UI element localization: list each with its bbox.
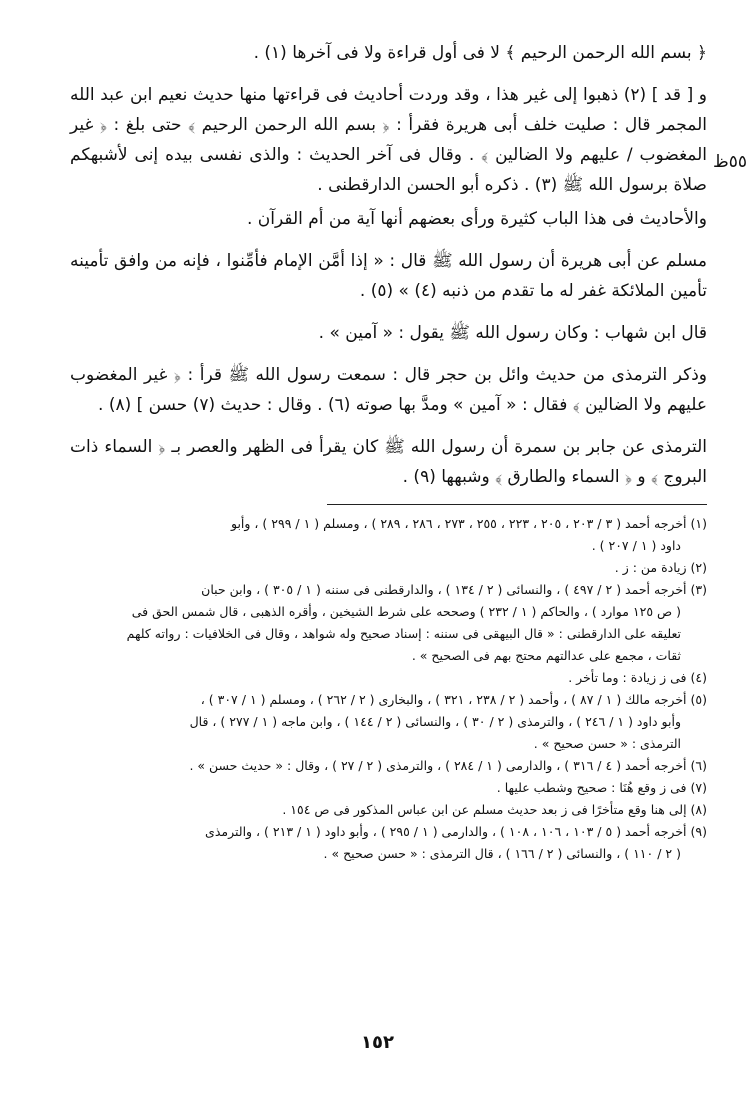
footnote-line: (٧) فى ز وقع هُنَا : صحيح وشطب عليها . (496, 780, 707, 795)
page-number: ١٥٢ (361, 1032, 394, 1053)
footnote-line: (٤) فى ز زيادة : وما تأخر . (568, 670, 707, 685)
footnote-line: (٥) أخرجه مالك ( ١ / ٨٧ ) ، وأحمد ( ٢ / ٢٣٨ ، ٣٢١ ) ، والبخارى ( ٢ / ٢٦٢ ) ، ومسلم ( ١ / ٣٠٧ ) ، (200, 692, 707, 707)
footnote-line: ( ٢ / ١١٠ ) ، والنسائى ( ٢ / ١٦٦ ) ، قال الترمذى : « حسن صحيح » . (323, 846, 681, 861)
footnote-separator (327, 504, 707, 505)
footnote-line: ثقات ، مجمع على عدالتهم محتج بهم فى الصحيح » . (411, 648, 681, 663)
main-paragraph: والأحاديث فى هذا الباب كثيرة ورأى بعضهم أنها آية من أم القرآن . (246, 209, 707, 229)
footnote-line: وأبو داود ( ١ / ٢٤٦ ) ، والترمذى ( ٢ / ٣٠ ) ، والنسائى ( ٢ / ١٤٤ ) ، وابن ماجه ( ١ / ٢٧٧ ) ، قال (189, 714, 681, 729)
footnote-line: (١) أخرجه أحمد ( ٣ / ٢٠٣ ، ٢٠٥ ، ٢٢٣ ، ٢٥٥ ، ٢٧٣ ، ٢٨٦ ، ٢٨٩ ) ، ومسلم ( ١ / ٢٩٩ ) ، وأبو (231, 516, 707, 531)
footnote-line: الترمذى : « حسن صحيح » . (533, 736, 681, 751)
main-paragraph: وذكر الترمذى من حديث وائل بن حجر قال : سمعت رسول الله ﷺ قرأ : ﴿ غير المغضوب عليهم ولا الضالين ﴾ فقال : « آمين » ومدَّ بها صوته (٦) . وقال : حديث (٧) حسن ] (٨) . (70, 365, 707, 415)
footnotes (70, 513, 707, 865)
footnote-line: (٩) أخرجه أحمد ( ٥ / ١٠٣ ، ١٠٦ ، ١٠٨ ) ، والدارمى ( ١ / ٢٩٥ ) ، وأبو داود ( ١ / ٢١٣ ) ، والترمذى (205, 824, 707, 839)
main-paragraph: قال ابن شهاب : وكان رسول الله ﷺ يقول : « آمين » . (318, 323, 707, 343)
footnote-line: (٣) أخرجه أحمد ( ٢ / ٤٩٧ ) ، والنسائى ( ٢ / ١٣٤ ) ، والدارقطنى فى سننه ( ١ / ٣٠٥ ) ، وابن حبان (201, 582, 707, 597)
main-paragraph: ﴿ بسم الله الرحمن الرحيم ﴾ لا فى أول قراءة ولا فى آخرها (١) . (253, 43, 707, 63)
footnote-line: ( ص ١٢٥ موارد ) ، والحاكم ( ١ / ٢٣٢ ) وصححه على شرط الشيخين ، وأقره الذهبى ، قال شمس الحق فى (131, 604, 681, 619)
footnote-line: (٦) أخرجه أحمد ( ٤ / ٣١٦ ) ، والدارمى ( ١ / ٢٨٤ ) ، والترمذى ( ٢ / ٢٧ ) ، وقال : « حديث حسن » . (189, 758, 707, 773)
footnote-line: داود ( ١ / ٢٠٧ ) . (591, 538, 681, 553)
main-paragraph: مسلم عن أبى هريرة أن رسول الله ﷺ قال : « إذا أمَّن الإمام فأمِّنوا ، فإنه من وافق تأمينه تأمين الملائكة غفر له ما تقدم من ذنبه (٤) » (٥) . (70, 251, 707, 301)
main-paragraph: و [ قد ] (٢) ذهبوا إلى غير هذا ، وقد وردت أحاديث فى قراءتها منها حديث نعيم ابن عبد الله المجمر قال : صليت خلف أبى هريرة فقرأ : ﴿ بسم الله الرحمن الرحيم ﴾ حتى بلغ : ﴿ غير المغضوب / عليهم ولا الضالين ﴾ . وقال فى آخر الحديث : والذى نفسى بيده إنى لأشبهكم صلاة برسول الله ﷺ (٣) . ذكره أبو الحسن الدارقطنى . (70, 85, 707, 195)
footnote-line: (٢) زيادة من : ز . (614, 560, 707, 575)
footnote-line: (٨) إلى هنا وقع متأخرًا فى ز بعد حديث مسلم عن ابن عباس المذكور فى ص ١٥٤ . (282, 802, 707, 817)
manuscript-folio-marker: ٥٥ظ (713, 152, 747, 172)
main-paragraph: الترمذى عن جابر بن سمرة أن رسول الله ﷺ كان يقرأ فى الظهر والعصر بـ ﴿ السماء ذات البروج ﴾ و ﴿ السماء والطارق ﴾ وشبهها (٩) . (70, 437, 707, 487)
footnote-line: تعليقه على الدارقطنى : « قال البيهقى فى سننه : إسناد صحيح وله شواهد ، وقال فى الخلافيات : رواته كلهم (126, 626, 681, 641)
main-text (70, 38, 707, 492)
